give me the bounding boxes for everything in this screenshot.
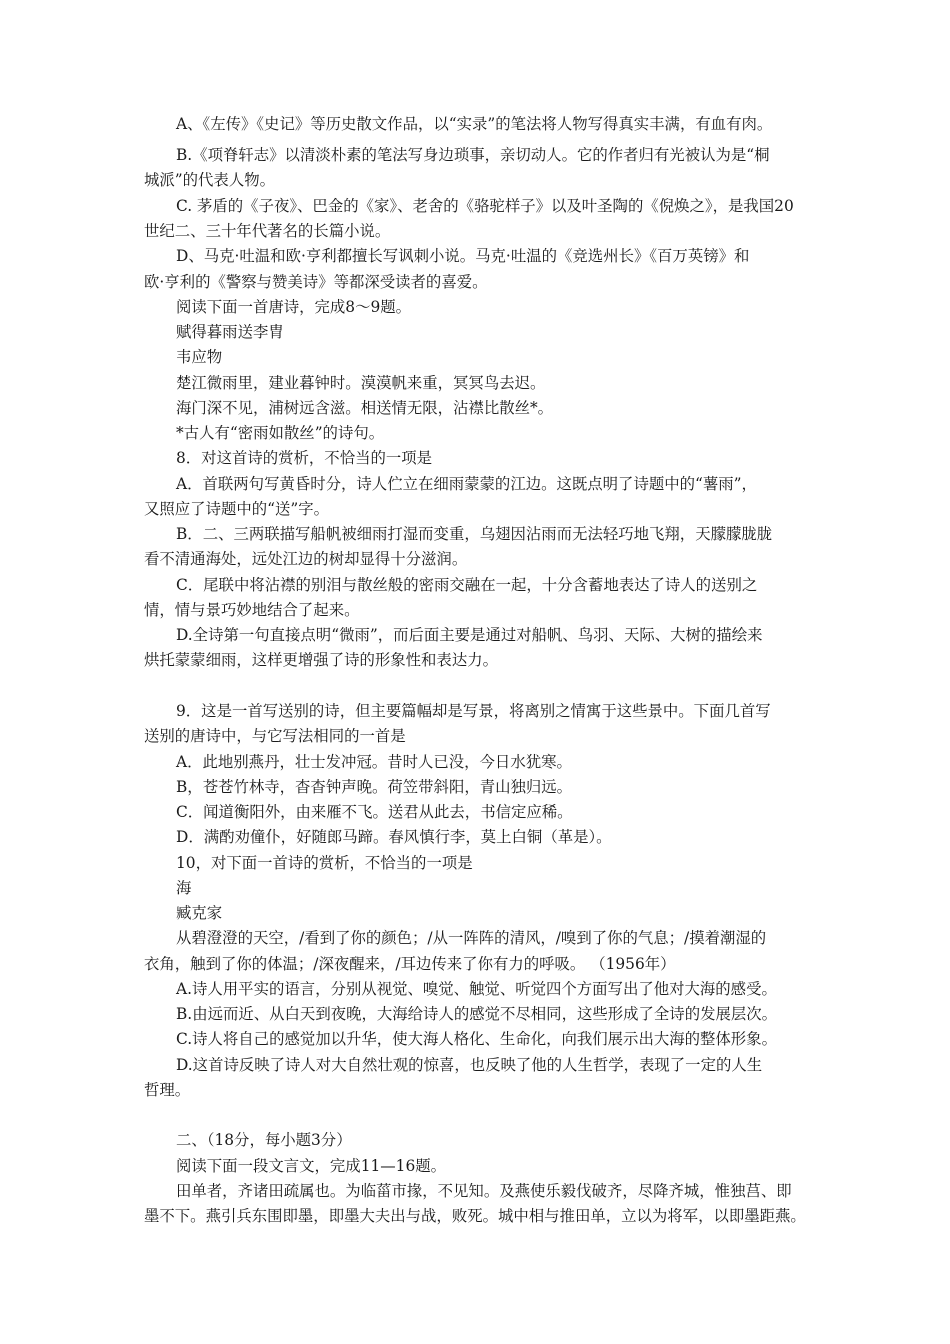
poem-title: 海 (176, 879, 192, 897)
text-line: 看不清通海处，远处江边的树却显得十分滋润。 (144, 550, 468, 568)
text-line: 田单者，齐诸田疏属也。为临菑市掾，不见知。及燕使乐毅伐破齐，尽降齐城，惟独莒、即 (176, 1182, 792, 1200)
question-10: 10，对下面一首诗的赏析，不恰当的一项是 (176, 854, 473, 872)
text-line: B．二、三两联描写船帆被细雨打湿而变重，乌翅因沾雨而无法轻巧地飞翔，天朦朦胧胧 (176, 525, 773, 543)
text-line: 阅读下面一段文言文，完成11—16题。 (176, 1157, 447, 1175)
poem-line: 海门深不见，浦树远含滋。相送情无限，沾襟比散丝*。 (176, 399, 554, 417)
text-line: C．尾联中将沾襟的别泪与散丝般的密雨交融在一起，十分含蓄地表达了诗人的送别之 (176, 576, 758, 594)
text-line: B，苍苍竹林寺，杳杳钟声晚。荷笠带斜阳，青山独归远。 (176, 778, 573, 796)
text-line: B.由远而近、从白天到夜晚，大海给诗人的感觉不尽相同，这些形成了全诗的发展层次。 (176, 1005, 778, 1023)
poem-line: 衣角，触到了你的体温；/深夜醒来，/耳边传来了你有力的呼吸。 （1956年） (144, 955, 676, 973)
text-line: A.诗人用平实的语言，分别从视觉、嗅觉、触觉、听觉四个方面写出了他对大海的感受。 (176, 980, 777, 998)
text-line: 阅读下面一首唐诗，完成8～9题。 (176, 298, 412, 316)
text-line: A、《左传》《史记》等历史散文作品，以“实录”的笔法将人物写得真实丰满，有血有肉。 (176, 115, 773, 133)
text-line: C．闻道衡阳外，由来雁不飞。送君从此去，书信定应稀。 (176, 803, 573, 821)
question-9: 9．这是一首写送别的诗，但主要篇幅却是写景，将离别之情寓于这些景中。下面几首写 (176, 702, 771, 720)
text-line: C.诗人将自己的感觉加以升华，使大海人格化、生命化，向我们展示出大海的整体形象。 (176, 1030, 777, 1048)
poem-author: 韦应物 (176, 348, 223, 366)
poem-line: 从碧澄澄的天空，/看到了你的颜色；/从一阵阵的清风，/嗅到了你的气息；/摸着潮湿的 (176, 929, 767, 947)
poem-line: 楚江微雨里，建业暮钟时。漠漠帆来重，冥冥鸟去迟。 (176, 374, 546, 392)
text-line: 哲理。 (144, 1081, 191, 1099)
text-line: 世纪二、三十年代著名的长篇小说。 (144, 222, 391, 240)
text-line: A．首联两句写黄昏时分，诗人伫立在细雨蒙蒙的江边。这既点明了诗题中的“薯雨”， (176, 475, 757, 493)
text-line: A．此地别燕丹，壮士发冲冠。昔时人已没，今日水犹寒。 (176, 753, 572, 771)
text-line: 又照应了诗题中的“送”字。 (144, 500, 330, 518)
question-8: 8．对这首诗的赏析，不恰当的一项是 (176, 449, 433, 467)
text-line: D．满酌劝僮仆，好随郎马蹄。春风慎行李，莫上白铜（革是）。 (176, 828, 612, 846)
text-line: 送别的唐诗中，与它写法相同的一首是 (144, 727, 406, 745)
text-line: 城派”的代表人物。 (144, 171, 275, 189)
text-line: 情，情与景巧妙地结合了起来。 (144, 601, 360, 619)
text-line: C. 茅盾的《子夜》、巴金的《家》、老舍的《骆驼样子》以及叶圣陶的《倪焕之》，是我国20 (176, 197, 794, 215)
poem-title: 赋得暮雨送李胄 (176, 323, 284, 341)
text-line: D.这首诗反映了诗人对大自然壮观的惊喜，也反映了他的人生哲学，表现了一定的人生 (176, 1056, 763, 1074)
text-line: 烘托蒙蒙细雨，这样更增强了诗的形象性和表达力。 (144, 651, 498, 669)
poem-author: 臧克家 (176, 904, 223, 922)
text-line: 墨不下。燕引兵东围即墨，即墨大夫出与战，败死。城中相与推田单，立以为将军，以即墨距燕。 (144, 1207, 806, 1225)
text-line: D.全诗第一句直接点明“微雨”，而后面主要是通过对船帆、鸟羽、天际、大树的描绘来 (176, 626, 763, 644)
text-line: B.《项脊轩志》以清淡朴素的笔法写身边琐事，亲切动人。它的作者归有光被认为是“桐 (176, 146, 770, 164)
section-heading: 二、（18分，每小题3分） (176, 1131, 352, 1149)
text-line: D、马克·吐温和欧·亨利都擅长写讽刺小说。马克·吐温的《竞选州长》《百万英镑》和 (176, 247, 750, 265)
poem-note: *古人有“密雨如散丝”的诗句。 (176, 424, 385, 442)
text-line: 欧·亨利的《警察与赞美诗》等都深受读者的喜爱。 (144, 273, 488, 291)
